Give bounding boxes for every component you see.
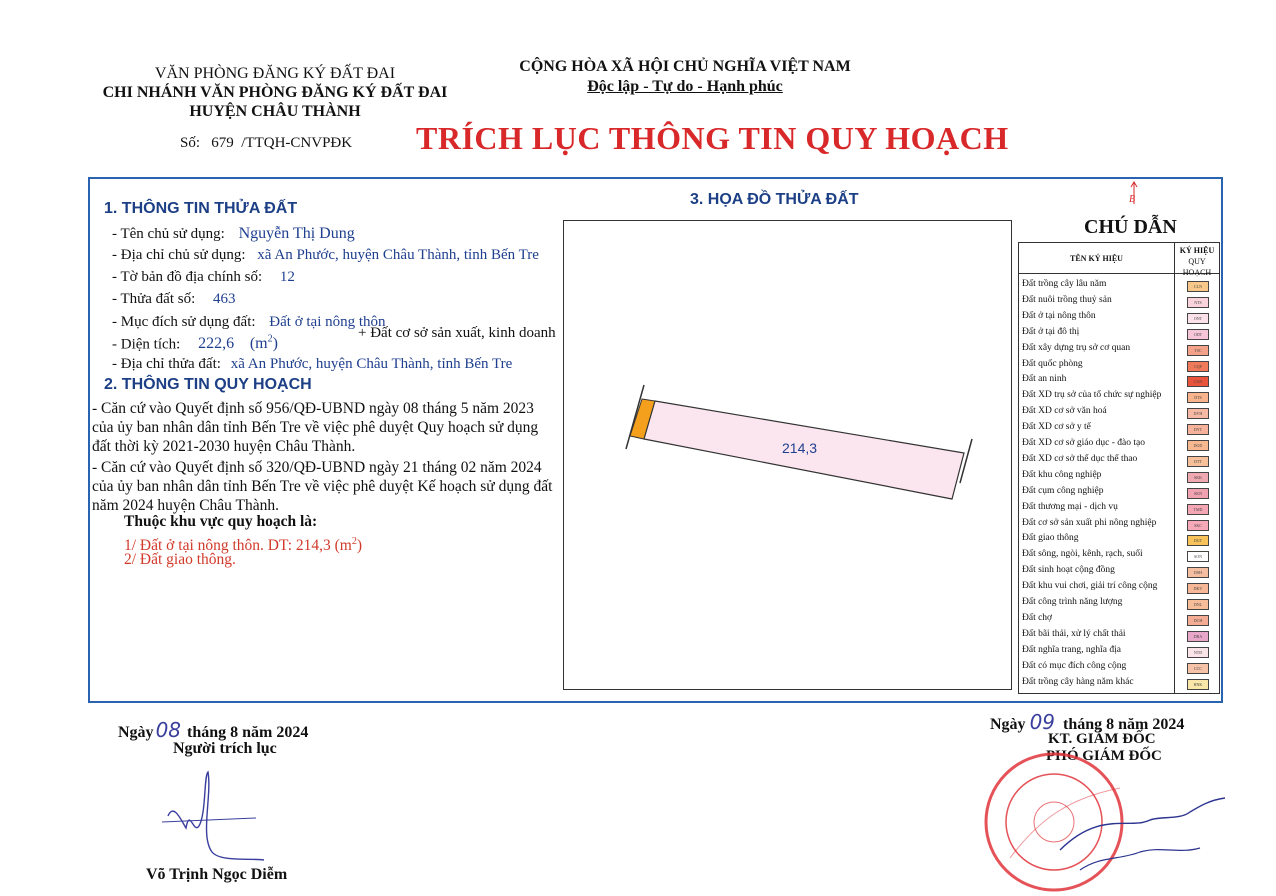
- national-header: [500, 57, 870, 97]
- legend-col-symbol: KÝ HIỆU QUY HOẠCH: [1179, 246, 1215, 277]
- field-area-value: 222,6: [198, 335, 235, 353]
- agency-line-3: HUYỆN CHÂU THÀNH: [189, 103, 361, 120]
- legend-item-name: Đất XD cơ sở y tế: [1022, 422, 1091, 433]
- field-owner-address: [112, 247, 539, 264]
- planning-basis-2: - Căn cứ vào Quyết định số 320/QĐ-UBND ngày 21 tháng 02 năm 2024 của ủy ban nhân dân tỉnh Bến Tre về việc phê duyệt Kế hoạch sử dụng đất năm 2024 huyện Châu Thành.: [92, 459, 553, 514]
- document-title: TRÍCH LỤC THÔNG TIN QUY HOẠCH: [416, 120, 1009, 156]
- parcel-drawing-frame: [563, 220, 1012, 690]
- legend-item-name: Đất cụm công nghiệp: [1022, 485, 1104, 496]
- legend-item-swatch: HNK: [1187, 679, 1209, 690]
- field-owner: [112, 225, 355, 243]
- legend-item-name: Đất thương mại - dịch vụ: [1022, 501, 1118, 512]
- legend-table: [1018, 242, 1220, 694]
- legend-item-swatch: ONT: [1187, 313, 1209, 324]
- svg-text:B: B: [1129, 194, 1136, 205]
- legend-item-name: Đất sinh hoạt cộng đồng: [1022, 565, 1115, 576]
- field-land-use-value: Đất ở tại nông thôn: [269, 314, 386, 330]
- legend-item-name: Đất sông, ngòi, kênh, rạch, suối: [1022, 549, 1143, 560]
- legend-item-swatch: CQP: [1187, 361, 1209, 372]
- legend-header: [1019, 243, 1219, 277]
- doc-number-suffix: /TTQH-CNVPĐK: [241, 135, 353, 151]
- legend-item-name: Đất có mục đích công cộng: [1022, 660, 1127, 671]
- approval-date: Ngày 09 tháng 8 năm 2024: [990, 710, 1185, 734]
- field-map-sheet-value: 12: [279, 269, 295, 285]
- legend-item-name: Đất XD trụ sở của tổ chức sự nghiệp: [1022, 390, 1162, 401]
- legend-item-swatch: DNL: [1187, 599, 1209, 610]
- agency-line-1: VĂN PHÒNG ĐĂNG KÝ ĐẤT ĐAI: [154, 65, 396, 82]
- legend-item-swatch: NTD: [1187, 647, 1209, 658]
- legend-item-name: Đất ở tại nông thôn: [1022, 310, 1096, 321]
- field-area-unit: $(m^2)$: [249, 334, 278, 353]
- legend-item-swatch: SON: [1187, 551, 1209, 562]
- legend-item-swatch: DKV: [1187, 583, 1209, 594]
- document-number: [180, 135, 352, 152]
- extractor-name: Võ Trịnh Ngọc Diễm: [146, 866, 288, 883]
- north-arrow-icon: [1126, 180, 1142, 206]
- zone-item-2: 2/ Đất giao thông.: [124, 551, 236, 568]
- approver-role-2: PHÓ GIÁM ĐỐC: [1046, 748, 1162, 764]
- legend-item-name: Đất cơ sở sản xuất phi nông nghiệp: [1022, 517, 1157, 528]
- legend-item-name: Đất ở tại đô thị: [1022, 326, 1080, 337]
- legend-item-name: Đất khu công nghiệp: [1022, 469, 1102, 480]
- legend-item-swatch: DYT: [1187, 424, 1209, 435]
- legend-item-name: Đất nghĩa trang, nghĩa địa: [1022, 644, 1121, 655]
- field-parcel-number: [112, 291, 236, 308]
- field-parcel-address: [112, 356, 512, 373]
- field-owner-address-label: - Địa chỉ chủ sử dụng:: [112, 247, 246, 263]
- legend-item-name: Đất công trình năng lượng: [1022, 597, 1123, 607]
- legend-item-name: Đất an ninh: [1022, 374, 1067, 385]
- legend-item-swatch: DRA: [1187, 631, 1209, 642]
- agency-header: [60, 64, 490, 121]
- field-owner-value: Nguyễn Thị Dung: [238, 225, 355, 242]
- legend-item-swatch: SKC: [1187, 520, 1209, 531]
- zone-item-1: 1/ Đất ở tại nông thôn. DT: 214,3 $(m^2)$: [124, 536, 363, 555]
- field-area-label: - Diện tích:: [112, 336, 181, 353]
- legend-item-swatch: CAN: [1187, 376, 1209, 387]
- legend-item-swatch: TMD: [1187, 504, 1209, 515]
- national-name: CỘNG HÒA XÃ HỘI CHỦ NGHĨA VIỆT NAM: [519, 58, 851, 75]
- legend-item-name: Đất chợ: [1022, 612, 1053, 623]
- extractor-signature: [160, 766, 270, 866]
- extract-day: 08: [155, 718, 182, 742]
- approver-role-1: KT. GIÁM ĐỐC: [1048, 731, 1156, 747]
- section-3-title: 3. HỌA ĐỒ THỬA ĐẤT: [690, 191, 859, 208]
- legend-item-swatch: DSH: [1187, 567, 1209, 578]
- parcel-area-label: 214,3: [782, 440, 818, 456]
- doc-number-label: Số:: [180, 135, 201, 151]
- field-land-use: [112, 314, 386, 331]
- legend-item-swatch: DVH: [1187, 408, 1209, 419]
- legend-item-name: Đất trồng cây hàng năm khác: [1022, 676, 1134, 687]
- approver-signature: [1040, 790, 1240, 890]
- legend-item-swatch: DTT: [1187, 456, 1209, 467]
- legend-item-swatch: CLN: [1187, 281, 1209, 292]
- approval-day: 09: [1029, 710, 1056, 734]
- legend-item-name: Đất XD cơ sở thể dục thể thao: [1022, 453, 1138, 464]
- legend-item-name: Đất khu vui chơi, giải trí công cộng: [1022, 581, 1158, 592]
- legend-title: CHÚ DẪN: [1084, 216, 1177, 238]
- field-owner-address-value: xã An Phước, huyện Châu Thành, tỉnh Bến Tre: [257, 247, 539, 263]
- legend-item-name: Đất nuôi trồng thuỷ sản: [1022, 294, 1112, 305]
- extract-date: Ngày 08 tháng 8 năm 2024: [118, 718, 309, 742]
- legend-col-name: TÊN KÝ HIỆU: [1019, 243, 1175, 273]
- legend-item-name: Đất trồng cây lâu năm: [1022, 279, 1107, 289]
- legend-item-name: Đất quốc phòng: [1022, 358, 1083, 369]
- legend-item-swatch: TSC: [1187, 345, 1209, 356]
- legend-item-swatch: DTS: [1187, 392, 1209, 403]
- legend-item-swatch: SKN: [1187, 488, 1209, 499]
- legend-item-swatch: NTS: [1187, 297, 1209, 308]
- field-parcel-number-label: - Thửa đất số:: [112, 291, 196, 307]
- field-area: [112, 334, 278, 353]
- section-2-title: 2. THÔNG TIN QUY HOẠCH: [104, 376, 312, 393]
- field-land-use-label: - Mục đích sử dụng đất:: [112, 314, 256, 330]
- legend-item-name: Đất giao thông: [1022, 533, 1079, 544]
- legend-item-swatch: DCH: [1187, 615, 1209, 626]
- field-map-sheet-label: - Tờ bản đồ địa chính số:: [112, 269, 263, 285]
- national-motto: Độc lập - Tự do - Hạnh phúc: [587, 78, 783, 95]
- field-land-use-value-2: + Đất cơ sở sản xuất, kinh doanh: [358, 325, 556, 341]
- field-parcel-address-value: xã An Phước, huyện Châu Thành, tỉnh Bến Tre: [230, 356, 513, 372]
- doc-number-value: 679: [211, 135, 234, 151]
- extractor-role: Người trích lục: [173, 740, 277, 757]
- legend-item-swatch: DGT: [1187, 535, 1209, 546]
- field-parcel-number-value: 463: [213, 291, 236, 307]
- legend-item-swatch: CCC: [1187, 663, 1209, 674]
- field-map-sheet: [112, 269, 295, 286]
- zone-title: Thuộc khu vực quy hoạch là:: [124, 513, 318, 530]
- agency-line-2: CHI NHÁNH VĂN PHÒNG ĐĂNG KÝ ĐẤT ĐAI: [102, 84, 448, 101]
- field-parcel-address-label: - Địa chỉ thửa đất:: [112, 356, 221, 372]
- legend-item-name: Đất bãi thải, xử lý chất thải: [1022, 628, 1126, 639]
- section-1-title: 1. THÔNG TIN THỬA ĐẤT: [104, 200, 298, 217]
- legend-item-swatch: ODT: [1187, 329, 1209, 340]
- legend-item-swatch: DGD: [1187, 440, 1209, 451]
- legend-item-swatch: SKK: [1187, 472, 1209, 483]
- legend-item-name: Đất XD cơ sở văn hoá: [1022, 406, 1107, 417]
- planning-basis-1: - Căn cứ vào Quyết định số 956/QĐ-UBND ngày 08 tháng 5 năm 2023 của ủy ban nhân dân tỉnh Bến Tre về việc phê duyệt Quy hoạch sử dụng đất thời kỳ 2021-2030 huyện Châu Thành.: [92, 400, 539, 455]
- legend-item-name: Đất XD cơ sở giáo dục - đào tạo: [1022, 438, 1145, 448]
- field-owner-label: - Tên chủ sử dụng:: [112, 226, 225, 242]
- legend-item-name: Đất xây dựng trụ sở cơ quan: [1022, 342, 1131, 353]
- parcel-drawing: [564, 221, 1013, 691]
